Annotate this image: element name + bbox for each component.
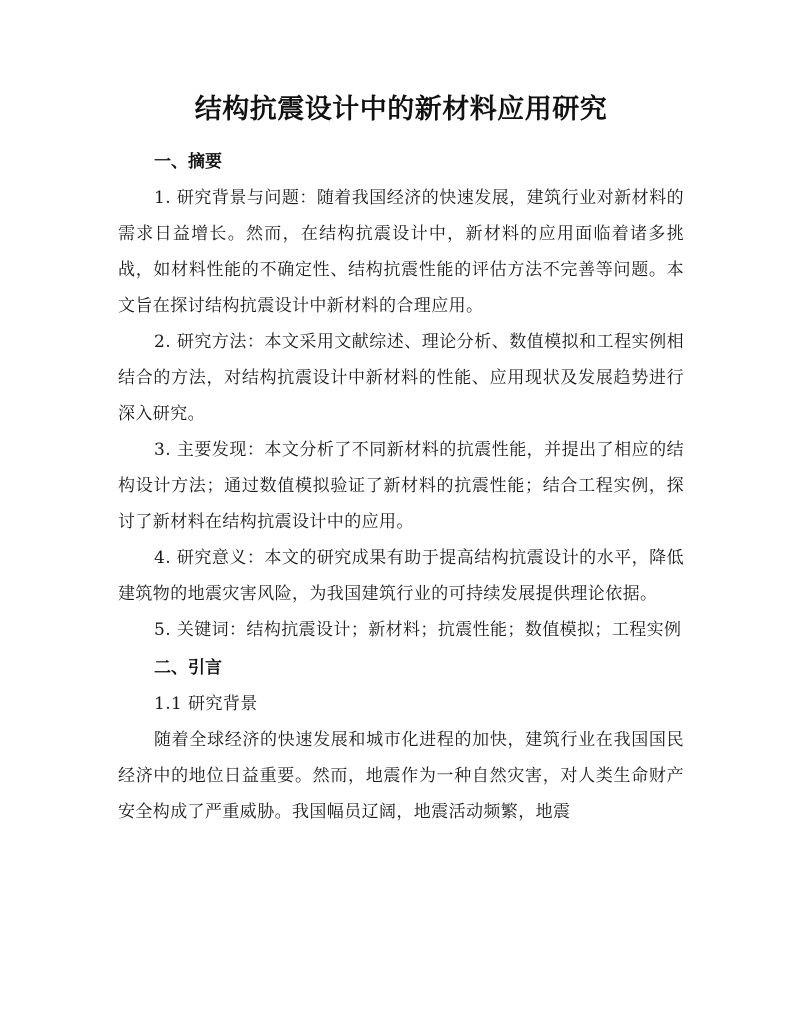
subsection-heading-research-background: 1.1 研究背景 [154, 694, 258, 714]
section-heading-introduction: 二、引言 [154, 658, 222, 678]
abstract-item-research-significance: 4. 研究意义：本文的研究成果有助于提高结构抗震设计的水平，降低建筑物的地震灾害风险，为我国建筑行业的可持续发展提供理论依据。 [118, 548, 684, 604]
introduction-paragraph: 随着全球经济的快速发展和城市化进程的加快，建筑行业在我国国民经济中的地位日益重要。然而，地震作为一种自然灾害，对人类生命财产安全构成了严重威胁。我国幅员辽阔，地震活动频繁，地震 [118, 730, 684, 822]
section-heading-abstract: 一、摘要 [154, 152, 222, 172]
abstract-item-main-findings: 3. 主要发现：本文分析了不同新材料的抗震性能，并提出了相应的结构设计方法；通过数值模拟验证了新材料的抗震性能；结合工程实例，探讨了新材料在结构抗震设计中的应用。 [118, 440, 684, 532]
abstract-item-keywords: 5. 关键词：结构抗震设计；新材料；抗震性能；数值模拟；工程实例 [154, 620, 682, 640]
abstract-item-research-method: 2. 研究方法：本文采用文献综述、理论分析、数值模拟和工程实例相结合的方法，对结构抗震设计中新材料的性能、应用现状及发展趋势进行深入研究。 [118, 332, 684, 424]
document-page [118, 90, 684, 830]
document-title: 结构抗震设计中的新材料应用研究 [194, 94, 608, 125]
abstract-item-research-background: 1. 研究背景与问题：随着我国经济的快速发展，建筑行业对新材料的需求日益增长。然而，在结构抗震设计中，新材料的应用面临着诸多挑战，如材料性能的不确定性、结构抗震性能的评估方法不完善等问题。本文旨在探讨结构抗震设计中新材料的合理应用。 [118, 188, 684, 316]
